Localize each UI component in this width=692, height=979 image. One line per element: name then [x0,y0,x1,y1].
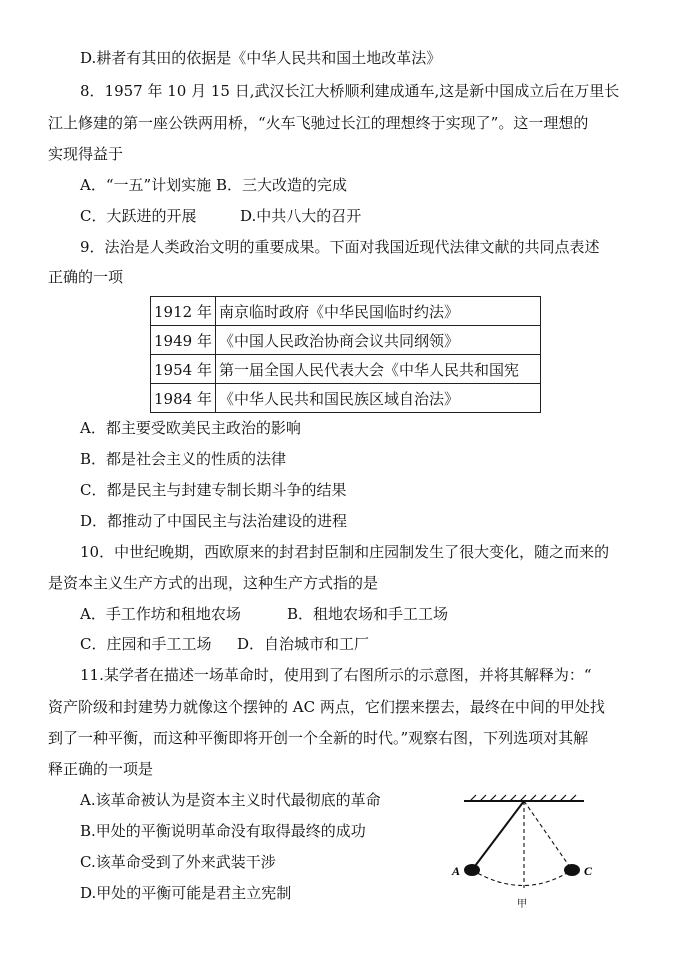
q11-stem-line4: 释正确的一项是 [48,760,154,778]
law-documents-table [150,296,541,413]
q11-option-b: B.甲处的平衡说明革命没有取得最终的成功 [80,822,366,840]
q9-option-a: A．都主要受欧美民主政治的影响 [80,419,301,437]
table-cell-document: 《中华人民共和国民族区域自治法》 [215,384,540,413]
label-c: C [584,864,593,878]
q7-option-d: D.耕者有其田的依据是《中华人民共和国土地改革法》 [80,49,442,67]
bob-a [464,864,480,876]
q9-option-c: C．都是民主与封建专制长期斗争的结果 [80,481,347,499]
q10-option-a: A．手工作坊和租地农场 [80,605,241,623]
pendulum-diagram [450,793,600,913]
q11-stem-line3: 到了一种平衡，而这种平衡即将开创一个全新的时代。”观察右图，下列选项对其解 [48,729,589,747]
q11-option-a: A.该革命被认为是资本主义时代最彻底的革命 [80,791,381,809]
q10-stem-line1: 10．中世纪晚期，西欧原来的封君封臣制和庄园制发生了很大变化，随之而来的 [80,543,610,561]
q10-option-c: C．庄园和手工工场 [80,635,212,653]
pendulum-rod [472,801,524,870]
table-cell-document: 南京临时政府《中华民国临时约法》 [215,297,540,326]
q8-option-a-b: A．“一五”计划实施 B．三大改造的完成 [80,176,347,194]
table-cell-year: 1954 年 [151,355,216,384]
table-row [151,297,541,326]
q10-option-d: D．自治城市和工厂 [237,635,370,653]
q11-stem-line1: 11.某学者在描述一场革命时，使用到了右图所示的示意图，并将其解释为：“ [80,666,592,684]
q11-stem-line2: 资产阶级和封建势力就像这个摆钟的 AC 两点，它们摆来摆去，最终在中间的甲处找 [48,698,605,716]
q9-stem-line2: 正确的一项 [48,268,124,286]
label-jia: 甲 [517,899,527,910]
q8-stem-line2: 江上修建的第一座公铁两用桥，“火车飞驰过长江的理想终于实现了”。这一理想的 [48,114,589,132]
table-row [151,355,541,384]
table-cell-year: 1912 年 [151,297,216,326]
q11-option-c: C.该革命受到了外来武装干涉 [80,853,276,871]
q11-option-d: D.甲处的平衡可能是君主立宪制 [80,884,292,902]
q8-option-d: D.中共八大的召开 [240,207,362,225]
q8-stem-line3: 实现得益于 [48,145,124,163]
table-row [151,384,541,413]
label-a: A [452,864,461,878]
table-cell-document: 《中国人民政治协商会议共同纲领》 [215,326,540,355]
table-cell-year: 1984 年 [151,384,216,413]
bob-c [564,864,580,876]
q9-stem-line1: 9．法治是人类政治文明的重要成果。下面对我国近现代法律文献的共同点表述 [80,238,600,256]
q8-stem-line1: 8．1957 年 10 月 15 日,武汉长江大桥顺利建成通车,这是新中国成立后在万里长 [80,82,620,100]
q8-option-c: C．大跃进的开展 [80,207,197,225]
right-dashed-line [524,801,572,870]
table-row [151,326,541,355]
table-cell-document: 第一届全国人民代表大会《中华人民共和国宪 [215,355,540,384]
table-cell-year: 1949 年 [151,326,216,355]
q10-option-b: B．租地农场和手工工场 [287,605,449,623]
q10-stem-line2: 是资本主义生产方式的出现，这种生产方式指的是 [48,574,379,592]
q9-option-b: B．都是社会主义的性质的法律 [80,450,287,468]
q9-option-d: D．都推动了中国民主与法治建设的进程 [80,512,348,530]
swing-arc [472,870,572,886]
